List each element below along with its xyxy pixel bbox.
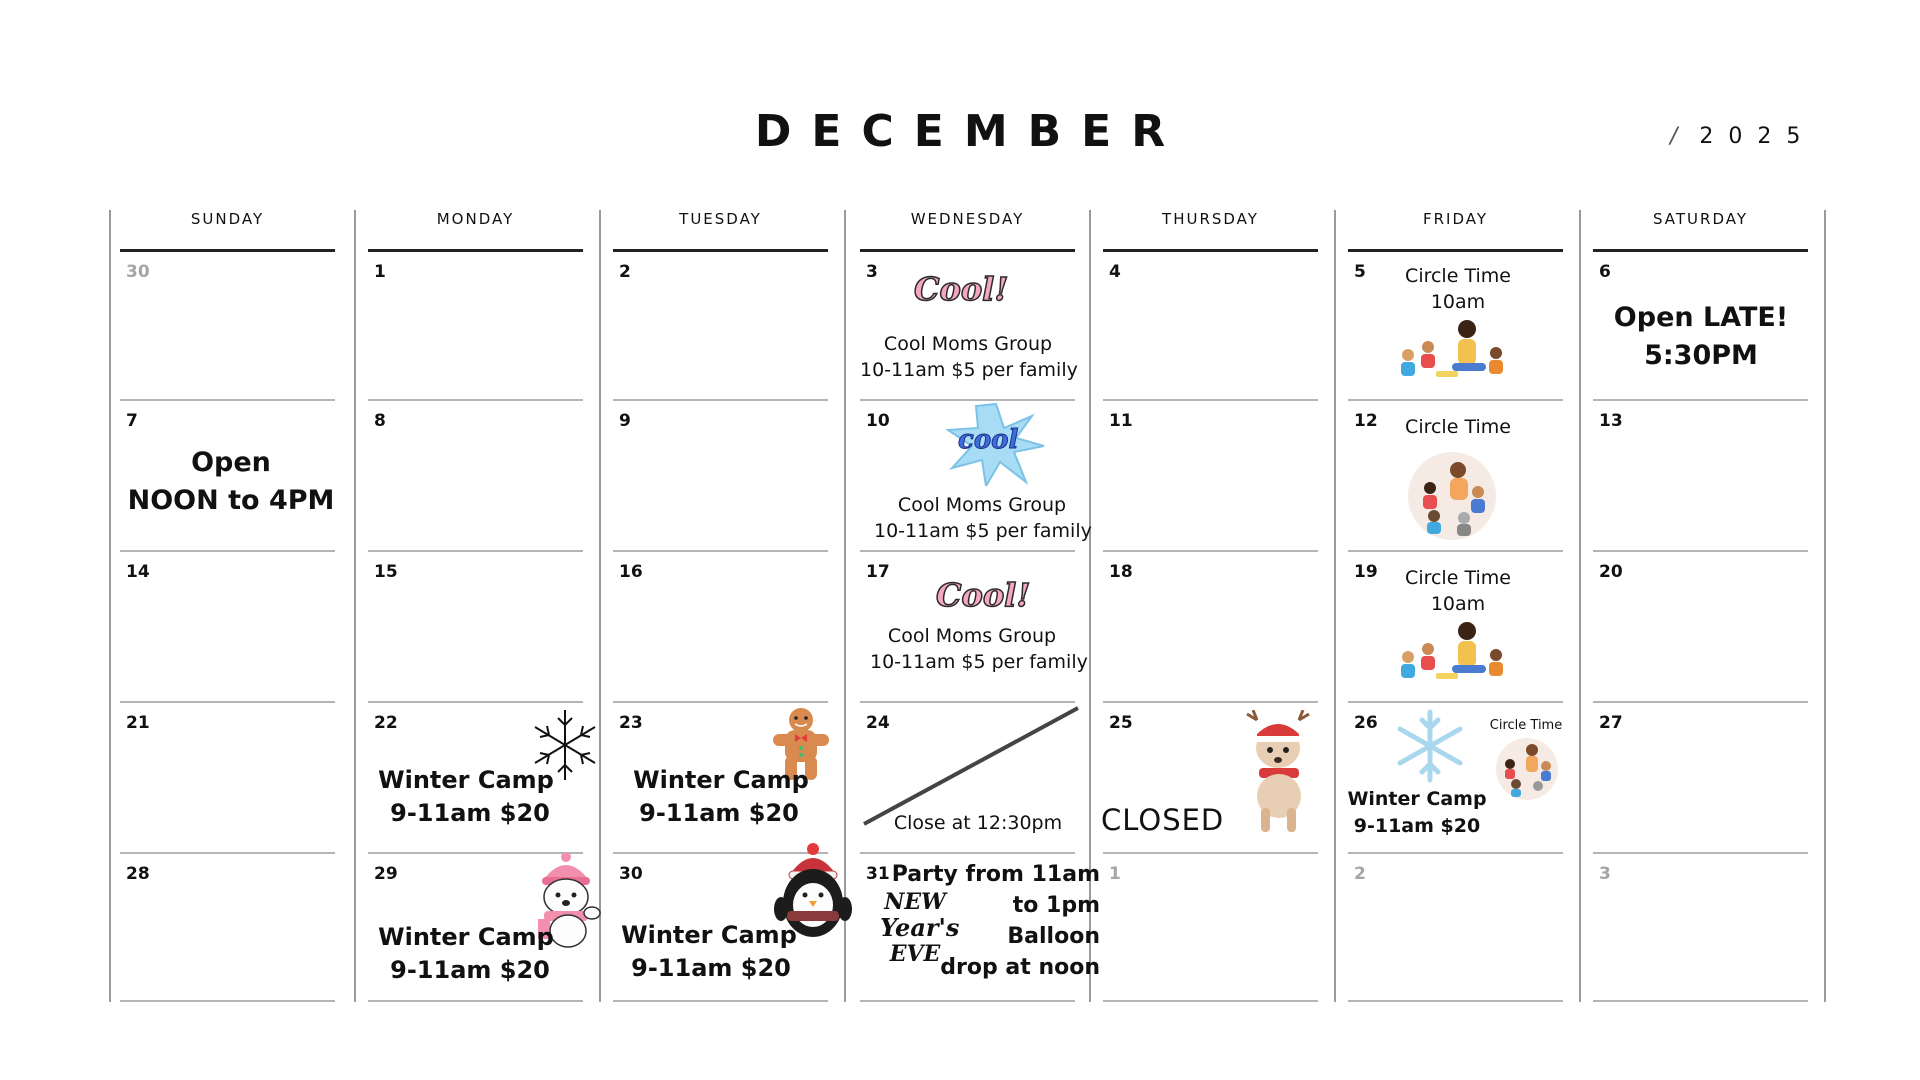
day-number: 7 <box>126 411 138 431</box>
nye-word-new: NEW <box>884 889 946 915</box>
column-divider <box>354 210 356 1002</box>
dayname-friday: FRIDAY <box>1422 210 1489 228</box>
day-number: 2 <box>1354 864 1366 884</box>
event-line: 9-11am $20 <box>1353 815 1481 837</box>
day-number: 30 <box>126 262 150 282</box>
event-line: drop at noon <box>940 955 1100 980</box>
day-number: 12 <box>1354 411 1378 431</box>
day-number: 6 <box>1599 262 1611 282</box>
day-cell[interactable] <box>120 702 336 850</box>
event-line: 5:30PM <box>1644 340 1758 371</box>
event-line: Circle Time <box>1405 567 1511 589</box>
day-cell[interactable] <box>860 400 1092 548</box>
day-cell[interactable] <box>613 853 829 1001</box>
day-cell[interactable] <box>368 702 584 850</box>
day-cell[interactable] <box>368 551 584 699</box>
event-line: Cool Moms Group <box>897 494 1067 516</box>
dayname-monday: MONDAY <box>436 210 515 228</box>
dayname-tuesday: TUESDAY <box>679 210 762 228</box>
nye-word-years: Year's <box>880 913 960 942</box>
column-divider <box>109 210 111 1002</box>
nye-word-eve: EVE <box>889 941 941 967</box>
day-number: 11 <box>1109 411 1133 431</box>
event-line: Winter Camp <box>378 766 554 794</box>
event-line: 10am <box>1430 291 1486 313</box>
day-cell[interactable] <box>120 251 336 399</box>
event-line: Winter Camp <box>633 766 809 794</box>
day-cell[interactable] <box>1348 853 1564 1001</box>
day-number: 14 <box>126 562 150 582</box>
event-line: Balloon <box>1007 924 1100 949</box>
event-line: 9-11am $20 <box>390 956 550 984</box>
day-cell[interactable] <box>860 251 1076 399</box>
circle-time-group-icon <box>1494 736 1560 802</box>
year-separator: / <box>1670 124 1678 149</box>
day-cell[interactable] <box>1593 551 1809 699</box>
new-years-eve-art <box>880 889 960 967</box>
day-number: 18 <box>1109 562 1133 582</box>
event-line: Circle Time <box>1405 265 1511 287</box>
column-divider <box>1824 210 1826 1002</box>
day-number: 2 <box>619 262 631 282</box>
column-divider <box>1579 210 1581 1002</box>
day-number: 3 <box>1599 864 1611 884</box>
day-cell[interactable] <box>1103 400 1319 548</box>
cool-sticker: Cool! <box>936 576 1031 614</box>
event-line: 10-11am $5 per family <box>870 651 1088 673</box>
day-number: 26 <box>1354 713 1378 733</box>
day-cell[interactable] <box>120 551 336 699</box>
day-cell[interactable] <box>613 251 829 399</box>
event-line: Party from 11am <box>891 862 1100 887</box>
snowflake-blue-icon <box>1392 708 1468 784</box>
day-cell[interactable] <box>1593 702 1809 850</box>
circle-time-kids-icon <box>1392 617 1512 687</box>
day-number: 25 <box>1109 713 1133 733</box>
reindeer-icon <box>1237 710 1319 834</box>
day-number: 28 <box>126 864 150 884</box>
year-label <box>1670 122 1815 152</box>
day-cell[interactable] <box>1593 251 1809 399</box>
day-number: 21 <box>126 713 150 733</box>
day-number: 19 <box>1354 562 1378 582</box>
day-number: 31 <box>866 864 890 884</box>
event-line: 10-11am $5 per family <box>874 520 1092 542</box>
day-cell[interactable] <box>613 551 829 699</box>
event-line: 9-11am $20 <box>631 954 791 982</box>
day-number: 16 <box>619 562 643 582</box>
day-number: 30 <box>619 864 643 884</box>
dayname-sunday: SUNDAY <box>190 210 265 228</box>
event-line: Open <box>191 447 271 478</box>
cool-sticker: Cool! <box>914 270 1009 308</box>
cool-sticker-text: cool <box>958 425 1019 455</box>
day-number: 4 <box>1109 262 1121 282</box>
day-cell[interactable] <box>613 702 829 850</box>
day-number: 15 <box>374 562 398 582</box>
day-number: 24 <box>866 713 890 733</box>
day-number: 1 <box>1109 864 1121 884</box>
day-number: 23 <box>619 713 643 733</box>
day-number: 13 <box>1599 411 1623 431</box>
day-number: 8 <box>374 411 386 431</box>
circle-time-small-label: Circle Time <box>1489 718 1563 733</box>
day-number: 9 <box>619 411 631 431</box>
day-cell[interactable] <box>860 853 1100 1001</box>
day-number: 27 <box>1599 713 1623 733</box>
day-cell[interactable] <box>1103 702 1319 850</box>
month-title: DECEMBER <box>754 106 1186 157</box>
day-number: 20 <box>1599 562 1623 582</box>
column-divider <box>1334 210 1336 1002</box>
event-line: Winter Camp <box>1347 788 1487 810</box>
event-line: Cool Moms Group <box>883 333 1053 355</box>
day-cell[interactable] <box>368 251 584 399</box>
day-cell[interactable] <box>860 551 1088 699</box>
event-line: Cool Moms Group <box>887 625 1057 647</box>
event-line: Open LATE! <box>1613 302 1789 333</box>
day-number: 22 <box>374 713 398 733</box>
circle-time-group-icon <box>1404 450 1500 542</box>
day-cell[interactable] <box>368 853 584 1001</box>
day-number: 17 <box>866 562 890 582</box>
day-cell[interactable] <box>1348 251 1564 399</box>
day-number: 29 <box>374 864 398 884</box>
day-number: 1 <box>374 262 386 282</box>
day-cell[interactable] <box>1348 400 1564 548</box>
day-number: 5 <box>1354 262 1366 282</box>
day-cell[interactable] <box>1593 400 1809 548</box>
dayname-wednesday: WEDNESDAY <box>910 210 1025 228</box>
event-line: 10am <box>1430 593 1486 615</box>
day-cell[interactable] <box>368 400 584 548</box>
event-line: Circle Time <box>1405 416 1511 438</box>
day-cell[interactable] <box>1103 853 1319 1001</box>
day-number: 3 <box>866 262 878 282</box>
year-value: 2025 <box>1699 124 1816 149</box>
day-cell[interactable] <box>1348 702 1564 850</box>
event-line: 9-11am $20 <box>639 799 799 827</box>
day-cell[interactable] <box>1593 853 1809 1001</box>
day-cell[interactable] <box>1348 551 1564 699</box>
day-cell[interactable] <box>613 400 829 548</box>
event-line: NOON to 4PM <box>127 485 335 516</box>
dayname-saturday: SATURDAY <box>1652 210 1748 228</box>
event-line: 9-11am $20 <box>390 799 550 827</box>
day-cell[interactable] <box>120 400 336 548</box>
event-line: 10-11am $5 per family <box>860 359 1078 381</box>
event-line: Winter Camp <box>378 923 554 951</box>
event-line: to 1pm <box>1012 893 1100 918</box>
day-cell[interactable] <box>860 702 1076 850</box>
dayname-thursday: THURSDAY <box>1162 210 1259 228</box>
event-line: Winter Camp <box>621 921 797 949</box>
day-cell[interactable] <box>1103 551 1319 699</box>
day-number: 10 <box>866 411 890 431</box>
day-cell[interactable] <box>1103 251 1319 399</box>
day-cell[interactable] <box>120 853 336 1001</box>
circle-time-kids-icon <box>1392 315 1512 385</box>
closed-label: CLOSED <box>1101 803 1225 837</box>
event-line: Close at 12:30pm <box>893 812 1063 834</box>
